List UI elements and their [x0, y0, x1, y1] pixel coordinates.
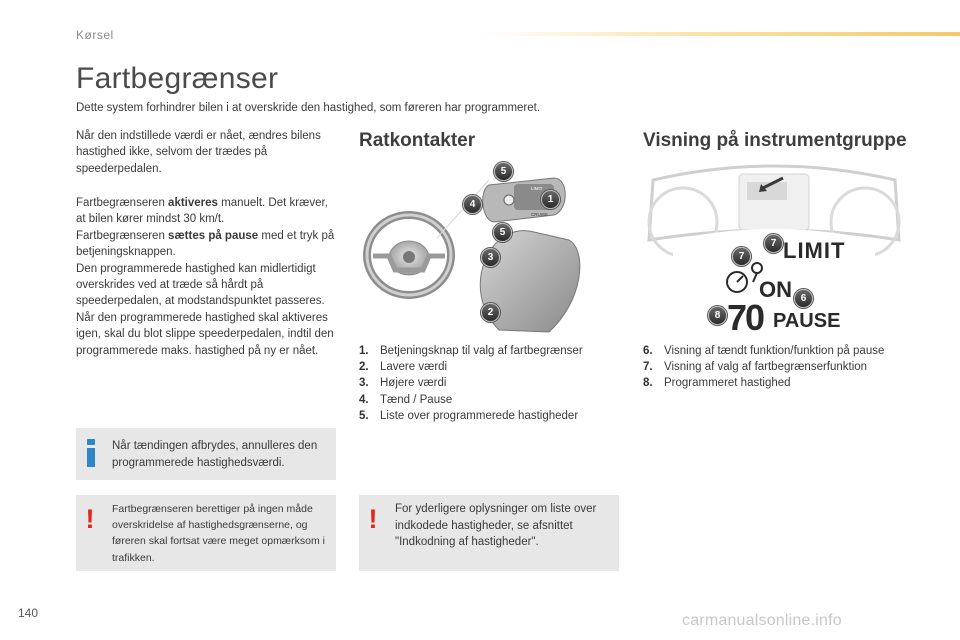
middle-warning-text: For yderligere oplysninger om liste over indkodede hastigheder, se afsnittet "Indkodning af hastigheder". [395, 503, 597, 549]
warning-icon: ! [85, 504, 95, 534]
info-note-box [76, 428, 336, 480]
display-on-label: ON [759, 277, 792, 302]
page-number: 140 [18, 606, 39, 620]
badge-7-right: 7 [764, 234, 783, 253]
list-item: 6. Visning af tændt funktion/funktion på pause [643, 345, 885, 357]
left-paragraph-1: Når den indstillede værdi er nået, ændres bilens hastighed ikke, selvom der trædes på speederpedalen. [76, 130, 321, 175]
middle-warning-box [359, 495, 619, 571]
badge-5: 5 [493, 223, 512, 242]
instrument-display-list [643, 343, 905, 392]
stalk-cruise-label: CRUISE [531, 212, 549, 217]
section-label: Kørsel [76, 28, 114, 42]
header-accent-bar [480, 32, 960, 36]
list-item: 5. Liste over programmerede hastigheder [359, 409, 579, 422]
list-item: 4. Tænd / Pause [359, 393, 453, 406]
badge-5-top: 5 [494, 162, 513, 181]
badge-1: 1 [541, 190, 560, 209]
stalk-limit-label: LIMIT [531, 186, 543, 191]
instrument-cluster-illustration [643, 160, 905, 338]
watermark: carmanualsonline.info [682, 612, 842, 629]
instrument-display-heading: Visning på instrumentgruppe [643, 130, 907, 151]
info-icon [86, 439, 96, 467]
display-limit-label: LIMIT [783, 238, 846, 263]
page-title: Fartbegrænser [76, 62, 279, 95]
badge-3: 3 [481, 248, 500, 267]
list-item: 2. Lavere værdi [359, 361, 448, 374]
list-item: 1. Betjeningsknap til valg af fartbegrænser [359, 345, 583, 357]
display-speed-value: 70 [727, 297, 764, 338]
list-item: 8. Programmeret hastighed [643, 377, 791, 390]
steering-illustration [359, 160, 619, 338]
intro-text: Dette system forhindrer bilen i at overskride den hastighed, som føreren har programmeret. [76, 102, 541, 114]
badge-2: 2 [481, 303, 500, 322]
list-item: 3. Højere værdi [359, 377, 447, 390]
info-note-text: Når tændingen afbrydes, annulleres den programmerede hastighedsværdi. [112, 440, 318, 469]
badge-4: 4 [463, 195, 482, 214]
warning-icon: ! [368, 504, 378, 534]
list-item: 7. Visning af valg af fartbegrænserfunktion [643, 361, 868, 374]
warning-note-box [76, 495, 336, 571]
steering-controls-list [359, 343, 621, 424]
left-paragraph-2: Fartbegrænseren aktiveres manuelt. Det kræver, at bilen kører mindst 30 km/t. Fartbegrænseren sættes på pause med et tryk på betjeningsknappen. Den programmerede hastighed kan midlertidigt overskrides ved at træde så hårdt på speederpedalen, at modstandspunktet passeres. Når den programmerede hastighed skal aktiveres igen, skal du blot slippe speederpedalen, indtil den programmerede maks. hastighed på ny er nået. [76, 197, 335, 357]
steering-controls-heading: Ratkontakter [359, 130, 476, 151]
badge-7-left: 7 [732, 247, 751, 266]
badge-8: 8 [708, 306, 727, 325]
warning-note-text: Fartbegrænseren berettiger på ingen måde overskridelse af hastighedsgrænserne, og føreren skal fortsat være meget opmærksom i trafikken. [112, 503, 325, 564]
badge-6: 6 [794, 289, 813, 308]
display-pause-label: PAUSE [773, 310, 841, 332]
